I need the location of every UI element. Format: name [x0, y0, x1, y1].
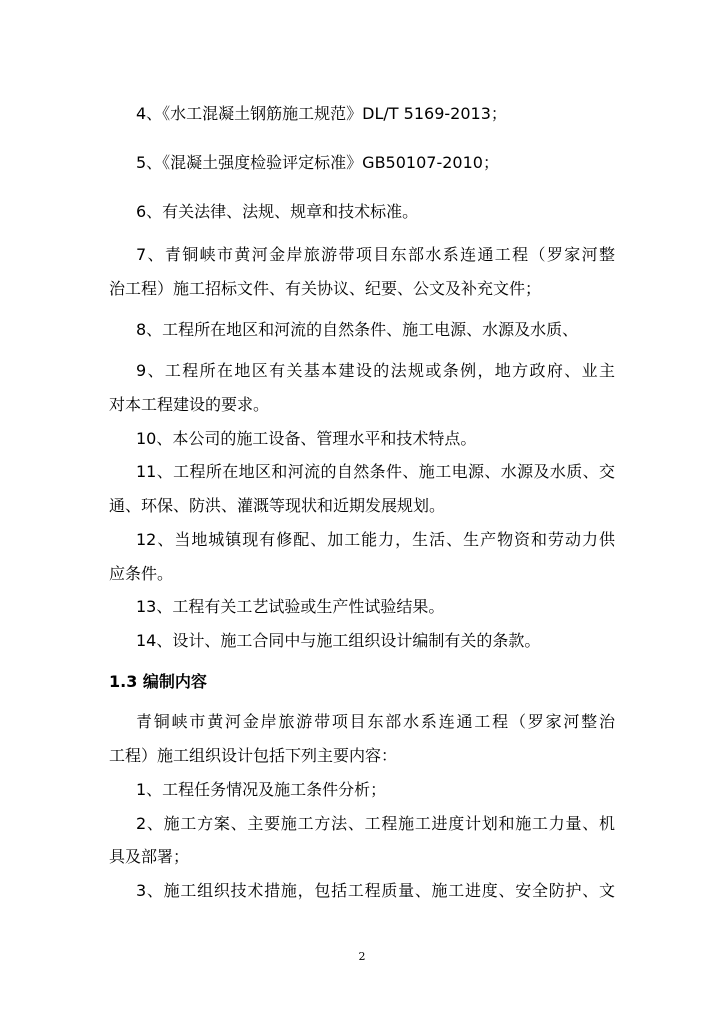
- paragraph-line: 9、工程所在地区有关基本建设的法规或条例，地方政府、业主: [136, 361, 615, 380]
- paragraph-line: 治工程）施工招标文件、有关协议、纪要、公文及补充文件；: [109, 279, 542, 298]
- list-item: 6、有关法律、法规、规章和技术标准。: [136, 202, 419, 221]
- paragraph-line: 青铜峡市黄河金岸旅游带项目东部水系连通工程（罗家河整治: [136, 712, 615, 731]
- list-item: 8、工程所在地区和河流的自然条件、施工电源、水源及水质、: [136, 320, 579, 339]
- paragraph-line: 具及部署；: [109, 847, 190, 866]
- paragraph-line: 对本工程建设的要求。: [109, 395, 270, 414]
- paragraph-line: 工程）施工组织设计包括下列主要内容：: [109, 746, 398, 765]
- list-item: 14、设计、施工合同中与施工组织设计编制有关的条款。: [136, 631, 541, 650]
- list-item: 10、本公司的施工设备、管理水平和技术特点。: [136, 429, 477, 448]
- paragraph-line: 3、施工组织技术措施，包括工程质量、施工进度、安全防护、文: [136, 881, 615, 900]
- page-number: 2: [358, 950, 366, 963]
- paragraph-line: 12、当地城镇现有修配、加工能力，生活、生产物资和劳动力供: [136, 530, 615, 549]
- paragraph-line: 7、青铜峡市黄河金岸旅游带项目东部水系连通工程（罗家河整: [136, 245, 615, 264]
- paragraph-line: 通、环保、防洪、灌溉等现状和近期发展规划。: [109, 496, 446, 515]
- paragraph-line: 应条件。: [109, 564, 174, 583]
- list-item: 5、《混凝土强度检验评定标准》GB50107-2010；: [136, 153, 499, 172]
- list-item: 4、《水工混凝土钢筋施工规范》DL/T 5169-2013；: [136, 104, 507, 123]
- list-item: 1、工程任务情况及施工条件分析；: [136, 780, 387, 799]
- paragraph-line: 11、工程所在地区和河流的自然条件、施工电源、水源及水质、交: [136, 462, 615, 481]
- list-item: 13、工程有关工艺试验或生产性试验结果。: [136, 597, 445, 616]
- paragraph-line: 2、施工方案、主要施工方法、工程施工进度计划和施工力量、机: [136, 814, 615, 833]
- section-heading: 1.3 编制内容: [109, 672, 207, 691]
